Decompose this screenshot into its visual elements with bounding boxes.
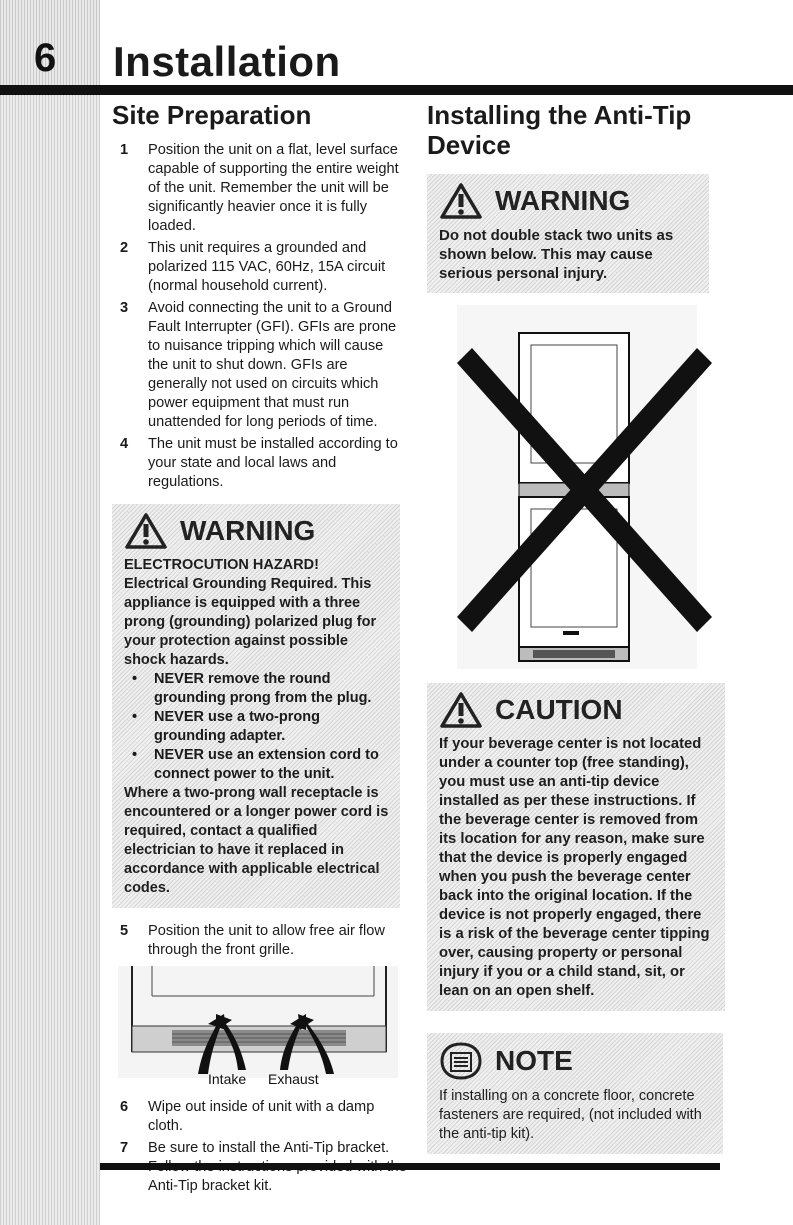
double-stack-figure (427, 305, 727, 675)
anti-tip-heading-line2: Device (427, 130, 511, 160)
steps-list-1 (112, 141, 407, 492)
step-3 (112, 299, 407, 432)
steps-list-3 (112, 1098, 407, 1196)
footer-rule (100, 1163, 720, 1170)
warning-triangle-icon (439, 691, 483, 729)
anti-tip-heading (427, 100, 727, 160)
warning-bullet: • NEVER use a two-prong grounding adapter. (124, 708, 390, 746)
step-text: Be sure to install the Anti-Tip bracket. Anti-Tip bracket kit. (148, 1140, 390, 1194)
step-number: 3 (120, 300, 129, 316)
step-number: 1 (120, 142, 129, 158)
warning-bullet: • NEVER remove the round grounding prong from the plug. (124, 670, 390, 708)
anti-tip-section (427, 100, 727, 1154)
warning-footer: Where a two-prong wall receptacle is encountered or a longer power cord is required, contact a qualified electrician to have it replaced in accordance with applicable electrical codes. (124, 785, 389, 896)
warning-title: WARNING (495, 185, 631, 216)
step-text: The unit must be installed according to your state and local laws and regulations. (148, 436, 398, 490)
page-number: 6 (34, 36, 57, 80)
caution-box (427, 683, 725, 1011)
step-6 (112, 1098, 407, 1136)
warning-text: Do not double stack two units as shown below. This may cause serious personal injury. (439, 227, 674, 282)
warning-triangle-icon (439, 182, 483, 220)
step-text: Wipe out inside of unit with a damp cloth. (148, 1099, 375, 1134)
step-2 (112, 239, 407, 296)
step-4 (112, 435, 407, 492)
step-number: 2 (120, 240, 129, 256)
warning-triangle-icon (124, 512, 168, 550)
warning-bullets (124, 670, 390, 784)
page-number-tab (0, 0, 100, 96)
site-preparation-section (112, 100, 407, 1199)
site-preparation-heading: Site Preparation (112, 100, 312, 130)
page-title: Installation (113, 38, 341, 85)
step-text: Avoid connecting the unit to a Ground Fault Interrupter (GFI). GFIs are prone to nuisance tripping which will cause the unit to shut down. GFIs are generally not used on circuits which power equipment that must run unattended for long periods of time. (148, 300, 397, 430)
caution-title: CAUTION (495, 694, 623, 725)
intake-label: Intake (208, 1071, 247, 1087)
anti-tip-heading-line1: Installing the Anti-Tip (427, 100, 692, 130)
left-margin-band (0, 96, 100, 1225)
step-number: 5 (120, 923, 129, 939)
warning-title: WARNING (180, 515, 316, 546)
step-number: 6 (120, 1099, 129, 1115)
step-1 (112, 141, 407, 236)
electrical-warning-box (112, 504, 400, 908)
warning-text: Electrical Grounding Required. This appliance is equipped with a three prong (grounding) polarized plug for your protection against possible shock hazards. (124, 576, 377, 668)
step-5 (112, 922, 407, 960)
header-rule (0, 85, 793, 95)
exhaust-label: Exhaust (268, 1071, 319, 1087)
note-icon (439, 1041, 483, 1081)
hazard-label: ELECTROCUTION HAZARD! (124, 557, 319, 573)
step-text: This unit requires a grounded and polarized 115 VAC, 60Hz, 15A circuit (normal household current). (148, 240, 386, 294)
step-number: 4 (120, 436, 129, 452)
step-text: Position the unit on a flat, level surface capable of supporting the entire weight of the unit. Remember the unit will be significantly heavier once it is fully loaded. (148, 142, 399, 234)
airflow-figure (112, 966, 407, 1088)
warning-bullet: • NEVER use an extension cord to connect power to the unit. (124, 746, 390, 784)
steps-list-2 (112, 922, 407, 960)
note-text: If installing on a concrete floor, concrete fasteners are required, (not included with the anti-tip kit). (439, 1088, 702, 1142)
note-box (427, 1033, 723, 1154)
double-stack-warning-box (427, 174, 709, 293)
step-text: Position the unit to allow free air flow through the front grille. (148, 923, 385, 958)
note-title: NOTE (495, 1045, 573, 1076)
step-number: 7 (120, 1140, 129, 1156)
caution-text: If your beverage center is not located under a counter top (free standing), you must use an anti-tip device installed as per these instructions. If the beverage center is removed from its location for any reason, make sure that the device is properly engaged when you push the beverage center back into the original location. If the device is not properly engaged, there is a risk of the beverage center tipping over, causing property or personal injury if you or a child stand, sit, or lean on an open shelf. (439, 736, 710, 999)
